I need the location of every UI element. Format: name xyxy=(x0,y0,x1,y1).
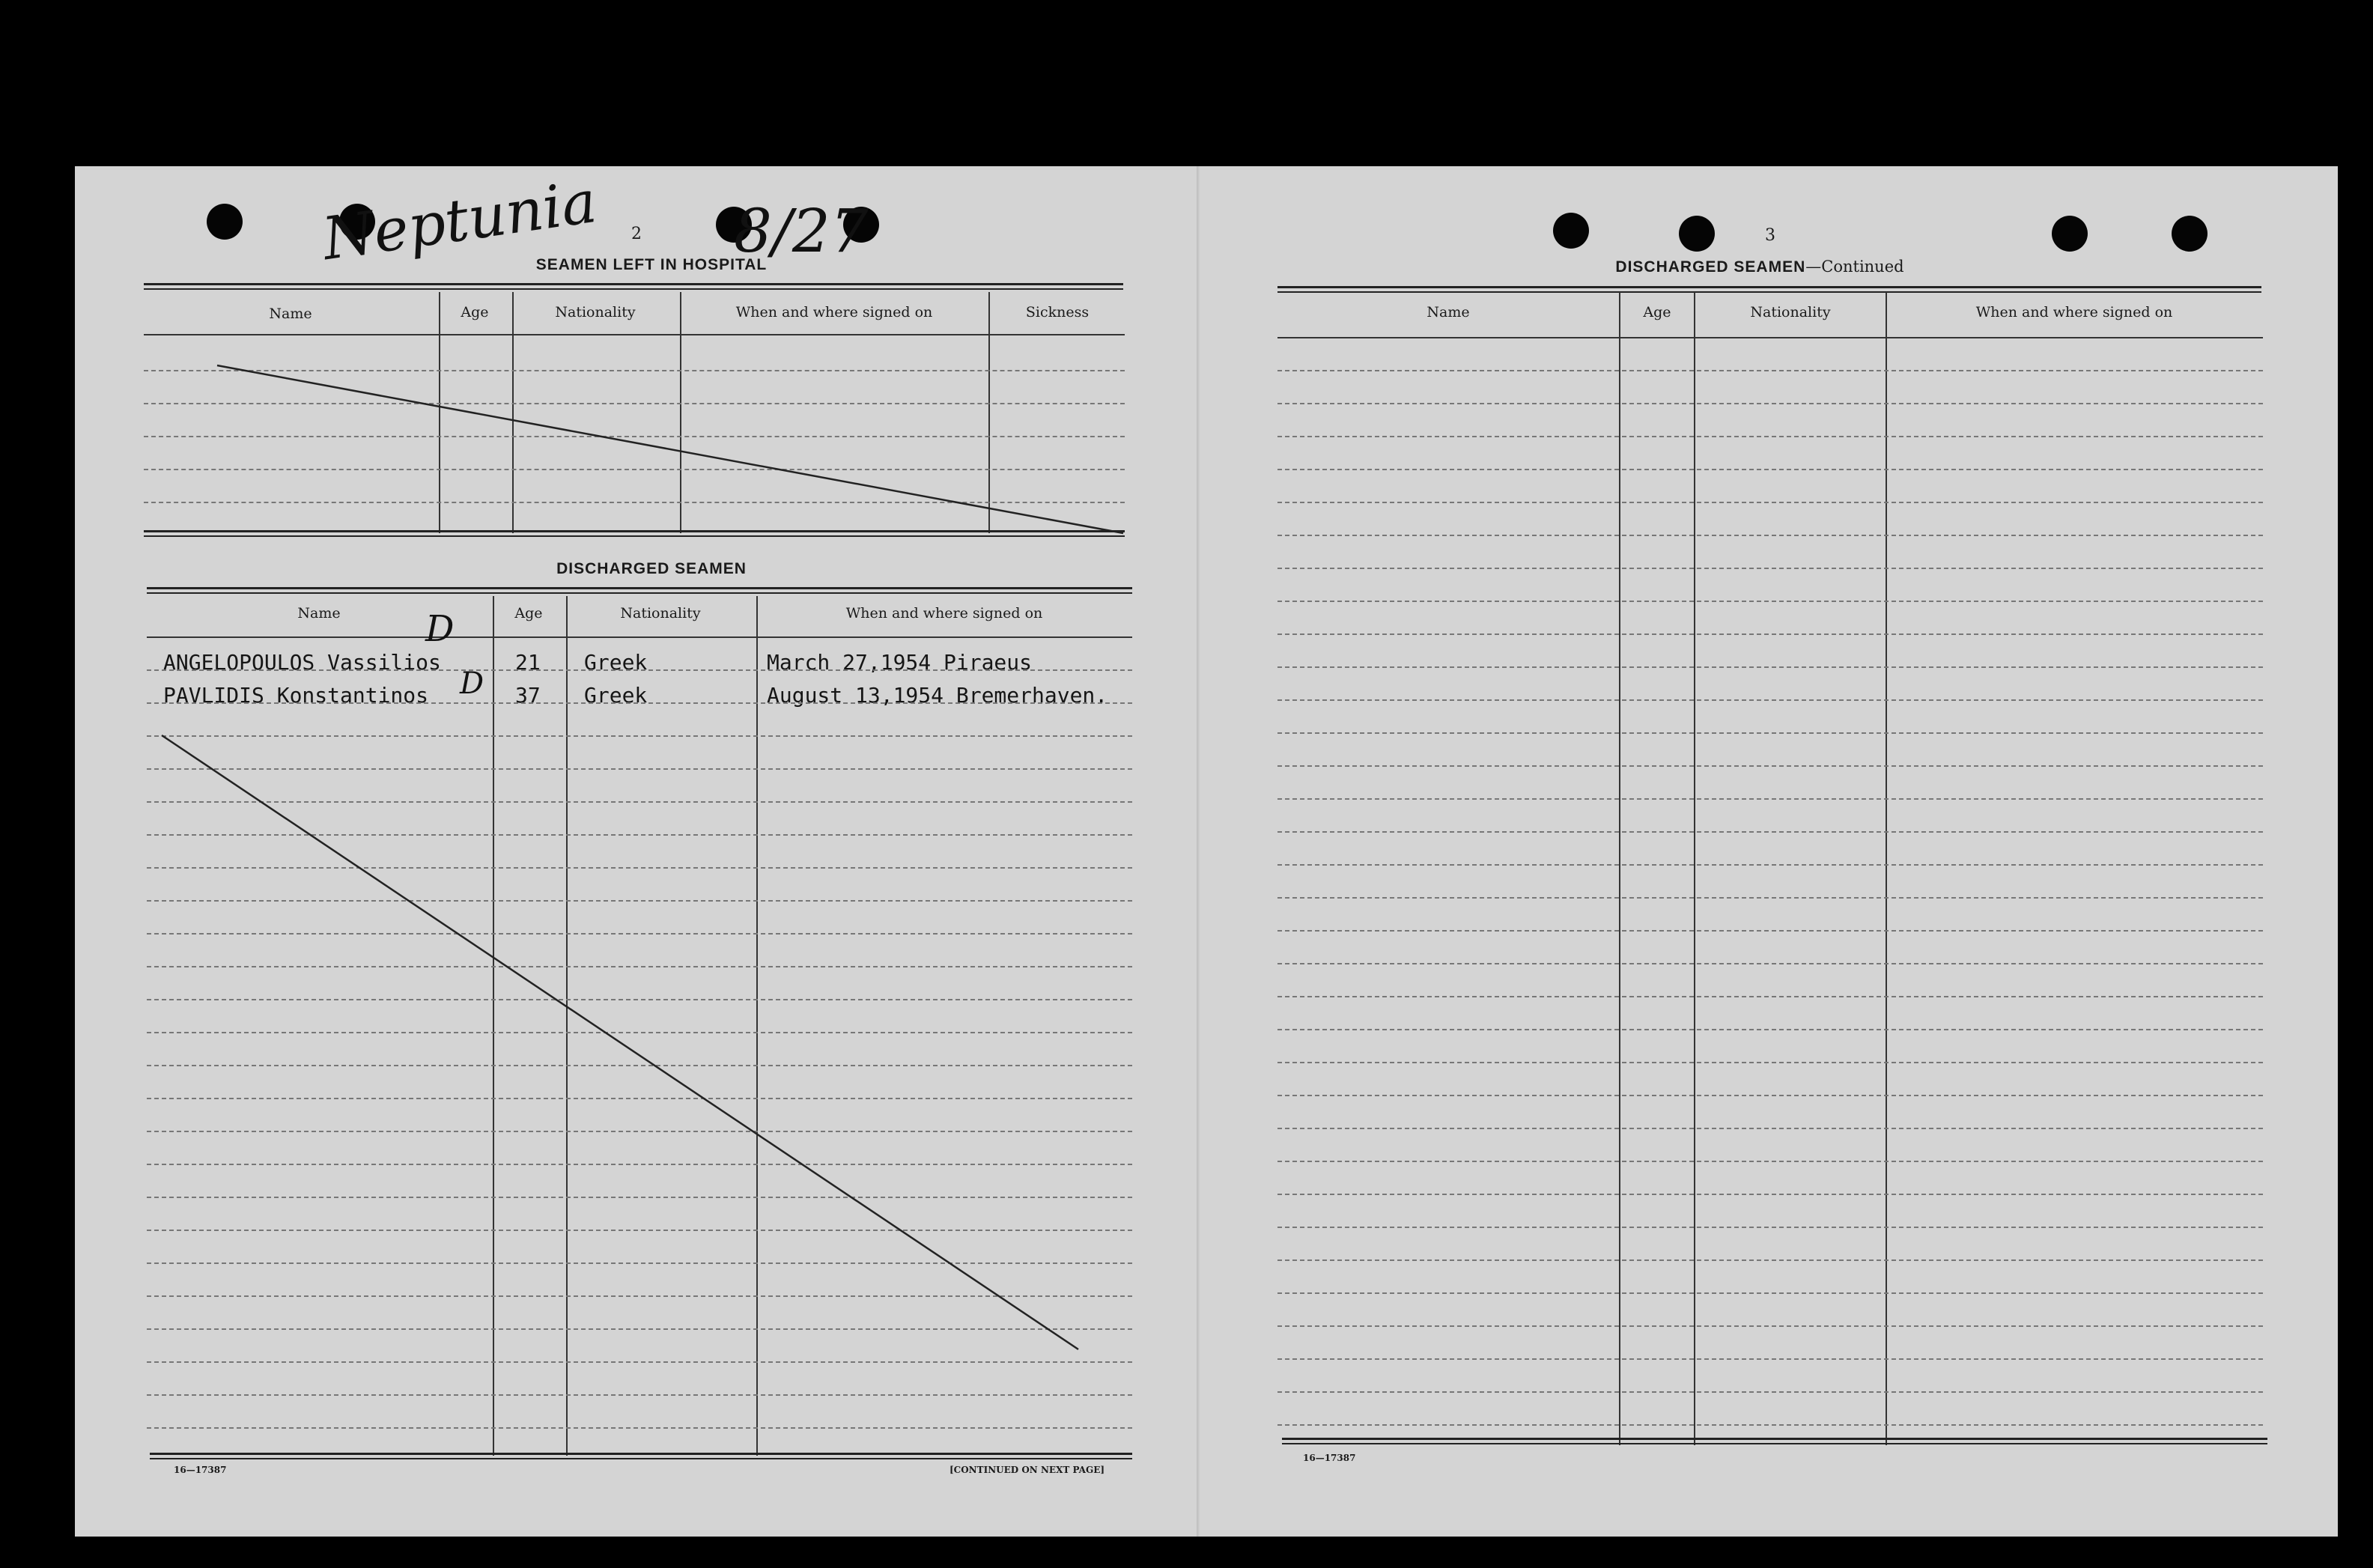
row-2-name: PAVLIDIS Konstantinos xyxy=(163,683,429,708)
row-1-name: ANGELOPOULOS Vassilios xyxy=(163,650,441,675)
hospital-cancel-line xyxy=(217,365,1123,533)
continued-note: [CONTINUED ON NEXT PAGE] xyxy=(949,1465,1105,1475)
right-header-nationality: Nationality xyxy=(1750,304,1831,320)
row-2-age: 37 xyxy=(515,683,541,708)
continued-suffix: —Continued xyxy=(1805,258,1904,276)
row-1-nationality: Greek xyxy=(584,650,648,675)
discharged-header-signed-on: When and where signed on xyxy=(845,605,1043,622)
row-1-mark: D xyxy=(425,608,455,650)
row-1-signed-on: March 27,1954 Piraeus xyxy=(767,650,1033,675)
hospital-header-signed-on: When and where signed on xyxy=(735,304,933,320)
hospital-section-title: SEAMEN LEFT IN HOSPITAL xyxy=(535,256,768,273)
discharged-header-nationality: Nationality xyxy=(620,605,701,622)
row-1-age: 21 xyxy=(515,650,541,675)
form-number: 16—17387 xyxy=(1303,1453,1356,1463)
row-2-signed-on: August 13,1954 Bremerhaven. xyxy=(767,683,1108,708)
form-number: 16—17387 xyxy=(174,1465,227,1475)
discharged-cancel-line xyxy=(162,735,1078,1349)
hospital-header-age: Age xyxy=(461,304,489,320)
row-2-mark: D xyxy=(460,666,484,701)
discharged-header-age: Age xyxy=(514,605,543,622)
right-header-name: Name xyxy=(1426,304,1470,320)
page-number: 2 xyxy=(631,225,642,243)
discharged-header-name: Name xyxy=(297,605,341,622)
right-header-signed-on: When and where signed on xyxy=(1975,304,2173,320)
hospital-header-sickness: Sickness xyxy=(1025,304,1090,320)
row-2-nationality: Greek xyxy=(584,683,648,708)
page-number: 3 xyxy=(1765,226,1775,245)
continued-section-title-text: DISCHARGED SEAMEN xyxy=(1615,258,1806,276)
hospital-header-nationality: Nationality xyxy=(555,304,636,320)
handwritten-ship-name: Neptunia xyxy=(318,168,601,274)
discharged-section-title: DISCHARGED SEAMEN xyxy=(556,560,747,577)
right-header-age: Age xyxy=(1643,304,1671,320)
hospital-header-name: Name xyxy=(269,306,312,322)
handwritten-date: 8/27 xyxy=(734,196,869,266)
